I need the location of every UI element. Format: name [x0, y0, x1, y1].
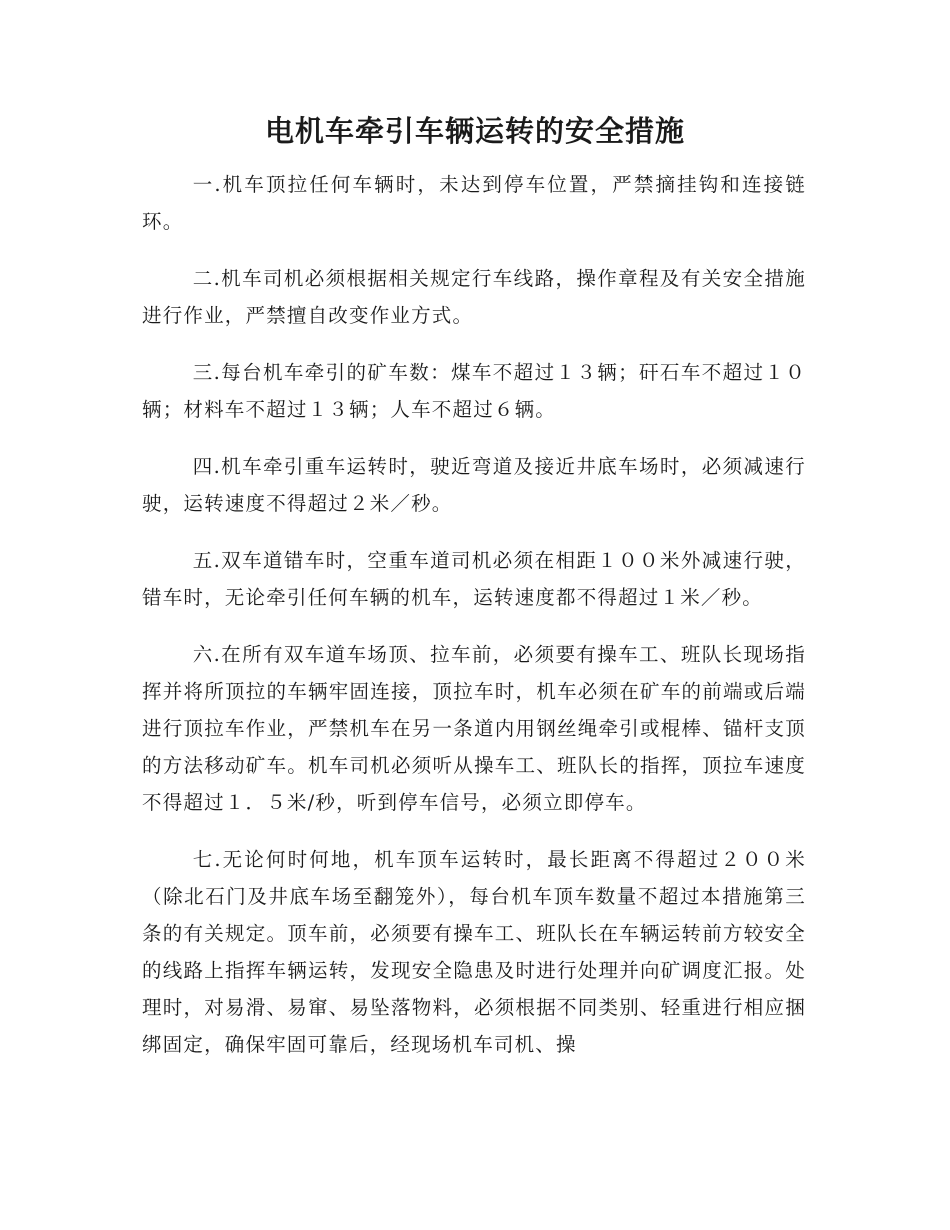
paragraph-6: 六.在所有双车道车场顶、拉车前，必须要有操车工、班队长现场指挥并将所顶拉的车辆牢固连接，顶拉车时，机车必须在矿车的前端或后端进行顶拉车作业，严禁机车在另一条道内用钢丝绳牵引或棍棒、锚杆支顶的方法移动矿车。机车司机必须听从操车工、班队长的指挥，顶拉车速度不得超过１．５米/秒，听到停车信号，必须立即停车。 [142, 643, 806, 814]
paragraph-2: 二.机车司机必须根据相关规定行车线路，操作章程及有关安全措施进行作业，严禁擅自改变作业方式。 [142, 267, 806, 327]
paragraph-4: 四.机车牵引重车运转时，驶近弯道及接近井底车场时，必须减速行驶，运转速度不得超过２米／秒。 [142, 455, 806, 515]
paragraph-7: 七.无论何时何地，机车顶车运转时，最长距离不得超过２００米（除北石门及井底车场至翻笼外），每台机车顶车数量不超过本措施第三条的有关规定。顶车前，必须要有操车工、班队长在车辆运转前方较安全的线路上指挥车辆运转，发现安全隐患及时进行处理并向矿调度汇报。处理时，对易滑、易窜、易坠落物料，必须根据不同类别、轻重进行相应捆绑固定，确保牢固可靠后，经现场机车司机、操 [142, 848, 806, 1056]
paragraph-3: 三.每台机车牵引的矿车数：煤车不超过１３辆；矸石车不超过１０辆；材料车不超过１３辆；人车不超过６辆。 [142, 361, 806, 421]
paragraph-1: 一.机车顶拉任何车辆时，未达到停车位置，严禁摘挂钩和连接链环。 [142, 173, 806, 233]
document-title: 电机车牵引车辆运转的安全措施 [264, 114, 685, 148]
document-body [142, 166, 806, 1083]
paragraph-5: 五.双车道错车时，空重车道司机必须在相距１００米外减速行驶，错车时，无论牵引任何车辆的机车，运转速度都不得超过１米／秒。 [142, 549, 806, 609]
